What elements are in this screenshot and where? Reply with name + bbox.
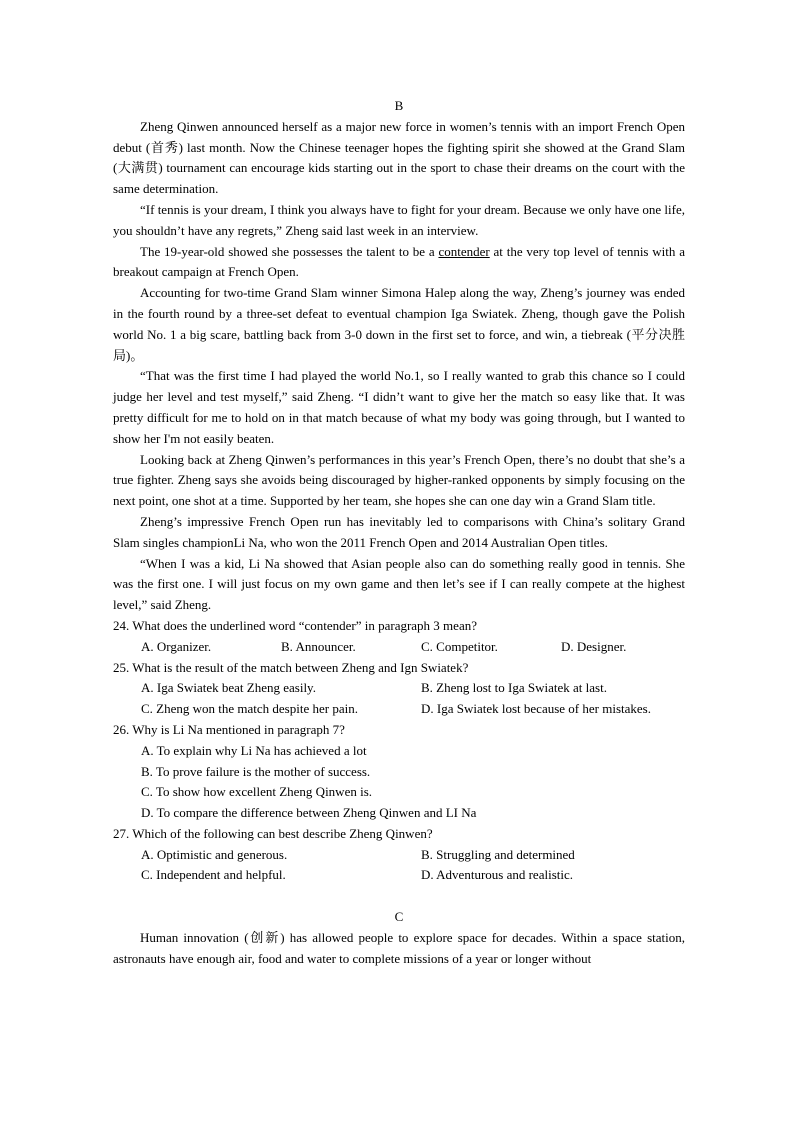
passage-b-paragraph-7: Zheng’s impressive French Open run has inevitably led to comparisons with China’s solitary Grand Slam singles championLi Na, who won the 2011 French Open and 2014 Australian Open titles.	[113, 513, 685, 550]
question-27-options-row-1	[113, 845, 685, 866]
question-27-stem: 27. Which of the following can best describe Zheng Qinwen?	[113, 825, 433, 841]
exam-page	[113, 96, 685, 969]
question-25-option-c[interactable]: C. Zheng won the match despite her pain.	[141, 701, 358, 717]
question-25-option-a[interactable]: A. Iga Swiatek beat Zheng easily.	[141, 680, 316, 696]
section-c-label: C	[394, 909, 404, 925]
question-24-options	[113, 637, 685, 658]
question-24-option-b[interactable]: B. Announcer.	[281, 638, 356, 654]
question-27-option-a[interactable]: A. Optimistic and generous.	[141, 846, 288, 862]
question-26-option-a[interactable]: A. To explain why Li Na has achieved a lot	[141, 742, 367, 758]
question-26-option-d[interactable]: D. To compare the difference between Zheng Qinwen and LI Na	[141, 805, 477, 821]
passage-b-paragraph-8: “When I was a kid, Li Na showed that Asian people also can do something really good in tennis. She was the first one. I will just focus on my own game and then let’s see if I can really compete at the highest level,” said Zheng.	[113, 555, 685, 613]
question-27-option-c[interactable]: C. Independent and helpful.	[141, 867, 286, 883]
question-27-option-d[interactable]: D. Adventurous and realistic.	[421, 867, 573, 883]
section-b-label: B	[394, 98, 404, 113]
section-spacer	[113, 886, 685, 907]
question-24-option-a[interactable]: A. Organizer.	[141, 638, 212, 654]
question-24-stem: 24. What does the underlined word “contender” in paragraph 3 mean?	[113, 617, 477, 633]
question-25-option-d[interactable]: D. Iga Swiatek lost because of her mistakes.	[421, 701, 651, 717]
question-24-option-c[interactable]: C. Competitor.	[421, 638, 498, 654]
passage-b-paragraph-4: Accounting for two-time Grand Slam winner Simona Halep along the way, Zheng’s journey was ended in the fourth round by a three-set defeat to eventual champion Iga Swiatek. Zheng, though gave the Polish world No. 1 a big scare, battling back from 3-0 down in the first set to force, and win, a tiebreak (平分决胜局)。	[113, 285, 685, 363]
question-25-options-row-2	[113, 699, 685, 720]
question-25-options-row-1	[113, 678, 685, 699]
passage-b-paragraph-2: “If tennis is your dream, I think you always have to fight for your dream. Because we only have one life, you shouldn’t have any regrets,” Zheng said last week in an interview.	[113, 201, 685, 238]
question-26-option-b[interactable]: B. To prove failure is the mother of success.	[141, 763, 371, 779]
paragraph-3-text-after: at the very top level of tennis with a breakout campaign at French Open.	[113, 243, 685, 280]
passage-b-paragraph-6: Looking back at Zheng Qinwen’s performances in this year’s French Open, there’s no doubt that she’s a true fighter. Zheng says she avoids being discouraged by higher-ranked opponents by simply focusing on the next point, one shot at a time. Supported by her team, she hopes she can one day win a Grand Slam title.	[113, 451, 685, 509]
question-25-stem: 25. What is the result of the match between Zheng and Ign Swiatek?	[113, 659, 469, 675]
paragraph-3-text-before: The 19-year-old showed she possesses the talent to be a	[140, 243, 439, 259]
question-25-option-b[interactable]: B. Zheng lost to Iga Swiatek at last.	[421, 680, 607, 696]
passage-b-paragraph-3	[113, 242, 685, 284]
question-26-option-c[interactable]: C. To show how excellent Zheng Qinwen is.	[141, 784, 373, 800]
question-27-option-b[interactable]: B. Struggling and determined	[421, 846, 575, 862]
passage-b-paragraph-1: Zheng Qinwen announced herself as a major new force in women’s tennis with an import French Open debut (首秀) last month. Now the Chinese teenager hopes the fighting spirit she showed at the Grand Slam (大满贯) tournament can encourage kids starting out in the sport to chase their dreams on the court with the same determination.	[113, 118, 685, 197]
passage-b-paragraph-5: “That was the first time I had played the world No.1, so I really wanted to grab this chance so I could judge her level and test myself,” said Zheng. “I didn’t want to give her the match so easy like that. It was pretty difficult for me to hold on in that match because of what my body was going through, but I wanted to show her I'm not easily beaten.	[113, 368, 685, 446]
passage-c-paragraph-1: Human innovation (创新) has allowed people to explore space for decades. Within a space station, astronauts have enough air, food and water to complete missions of a year or longer without	[113, 929, 685, 966]
underlined-word-contender: contender	[438, 243, 490, 259]
question-27-options-row-2	[113, 865, 685, 886]
question-24-option-d[interactable]: D. Designer.	[561, 638, 627, 654]
question-26-stem: 26. Why is Li Na mentioned in paragraph 7?	[113, 721, 345, 737]
